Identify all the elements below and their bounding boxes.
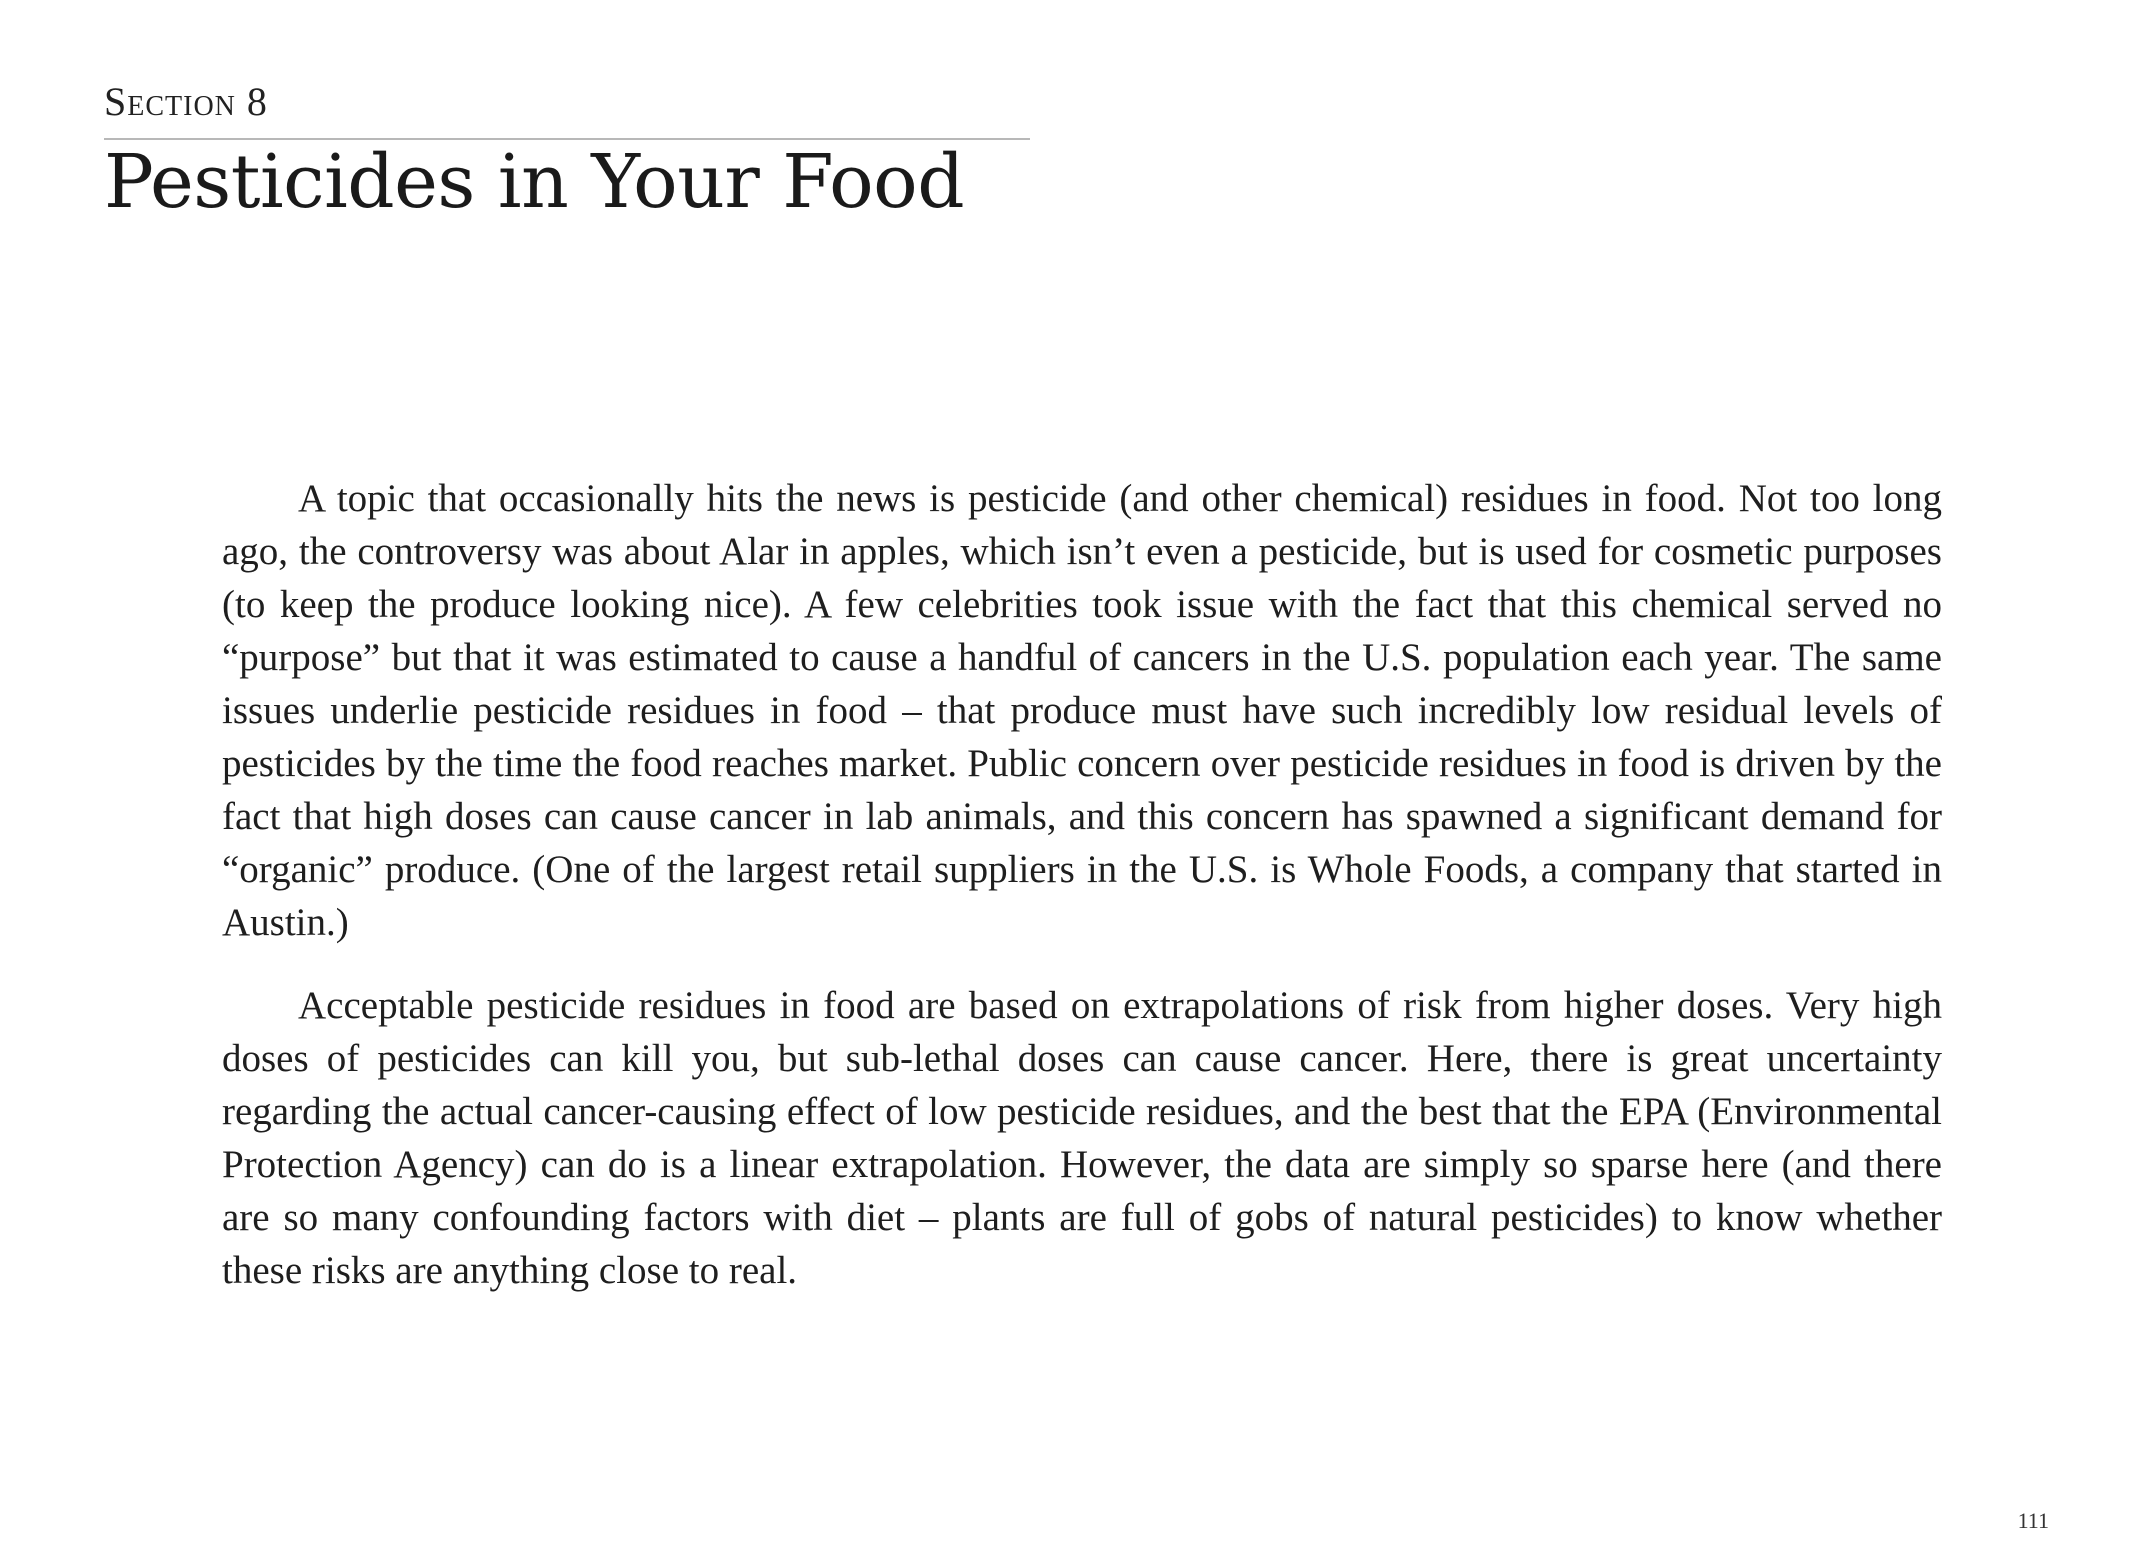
section-label-text: Section 8 [104, 79, 268, 124]
page-number: 111 [2017, 1508, 2049, 1533]
paragraph-2: Acceptable pesticide residues in food are based on extrapolations of risk from higher doses. Very high doses of pesticides can kill you, but sub-lethal doses can cause cancer. Here, there is great uncertainty regarding the actual cancer-causing effect of low pesticide residues, and the best that the EPA (Environmental Protection Agency) can do is a linear extrapolation. However, the data are simply so sparse here (and there are so many confounding factors with diet – plants are full of gobs of natural pesticides) to know whether these risks are anything close to real. [222, 984, 1942, 1292]
paragraph-1: A topic that occasionally hits the news is pesticide (and other chemical) residues in food. Not too long ago, the controversy was about Alar in apples, which isn’t even a pesticide, but is used for cosmetic purposes (to keep the produce looking nice). A few celebrities took issue with the fact that this chemical served no “purpose” but that it was estimated to cause a handful of cancers in the U.S. population each year. The same issues underlie pesticide residues in food – that produce must have such incredibly low residual levels of pesticides by the time the food reaches market. Public concern over pesticide residues in food is driven by the fact that high doses can cause cancer in lab animals, and this concern has spawned a significant demand for “organic” produce. (One of the largest retail suppliers in the U.S. is Whole Foods, a company that started in Austin.) [222, 477, 1942, 944]
section-label [104, 79, 268, 124]
body-text [222, 472, 1942, 1327]
page-title: Pesticides in Your Food [104, 139, 965, 225]
